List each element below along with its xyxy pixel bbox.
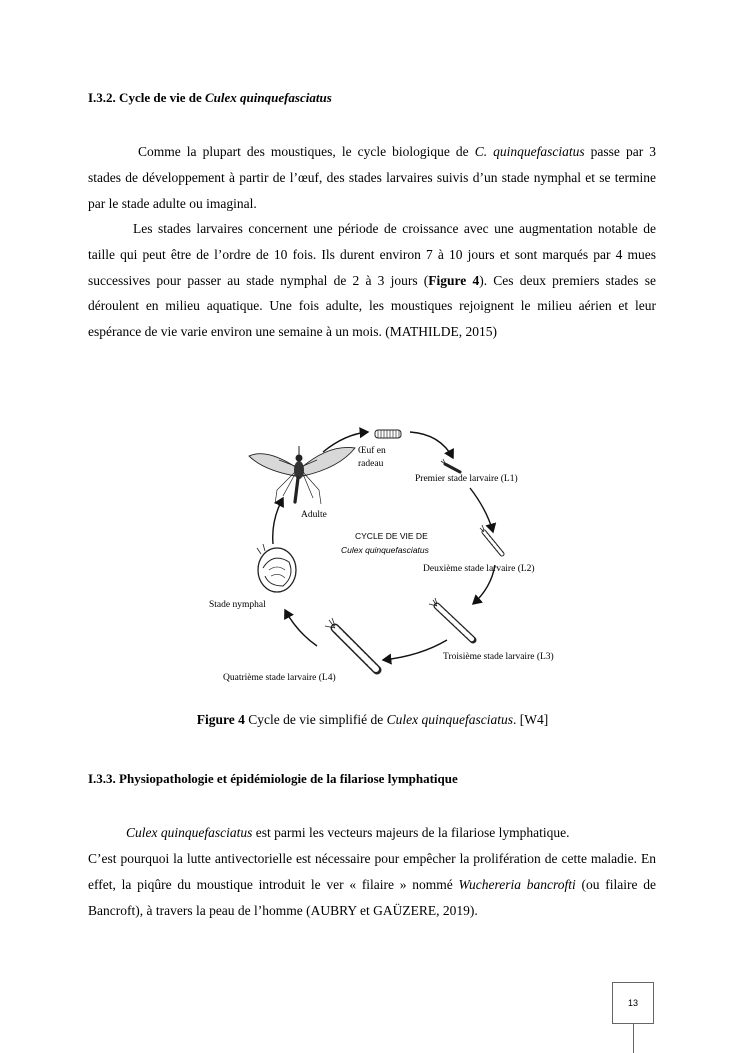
paragraph-larval-stages: Les stades larvaires concernent une période de croissance avec une augmentation notable de taille qui peut être de l’ordre de 10 fois. Ils durent environ 7 à 10 jours et sont marqués par 4 mues successives pour passer au stade nymphal de 2 à 3 jours (Figure 4). Ces deux premiers stades se déroulent en milieu aquatique. Une fois adulte, les moustiques rejoignent le milieu aérien et leur espérance de vie varie environ une semaine à un mois. (MATHILDE, 2015) — [88, 221, 656, 340]
arrow-l3-to-l4 — [383, 640, 447, 660]
arrow-l4-to-nymph — [285, 610, 317, 646]
figure-caption: Figure 4 Cycle de vie simplifié de Culex quinquefasciatus. [W4] — [196, 712, 549, 727]
egg-raft-illustration — [375, 430, 401, 438]
center-title-line1: CYCLE DE VIE DE — [355, 531, 428, 541]
label-l1: Premier stade larvaire (L1) — [415, 474, 518, 484]
label-nymph: Stade nymphal — [209, 600, 266, 610]
section-heading-life-cycle: I.3.2. Cycle de vie de Culex quinquefasciatus — [88, 90, 332, 105]
adult-mosquito-illustration — [249, 446, 355, 504]
larva-l2-illustration — [480, 525, 502, 554]
section-heading-pathophysiology: I.3.3. Physiopathologie et épidémiologie de la filariose lymphatique — [88, 771, 458, 786]
arrow-nymph-to-adult — [273, 498, 283, 544]
center-title-species: Culex quinquefasciatus — [341, 545, 429, 555]
paragraph-filaria: C’est pourquoi la lutte antivectorielle est nécessaire pour empêcher la prolifération de cette maladie. En effet, la piqûre du moustique introduit le ver « filaire » nommé Wuchereria bancrofti (ou filaire de Bancroft), à travers la peau de l’homme (AUBRY et GAÜZERE, 2019). — [88, 851, 656, 918]
page-number: 13 — [612, 982, 654, 1024]
pupa-illustration — [257, 544, 296, 592]
label-l2: Deuxième stade larvaire (L2) — [423, 564, 535, 574]
label-adult: Adulte — [301, 510, 327, 520]
arrow-egg-to-l1 — [410, 432, 453, 458]
label-egg-line2: radeau — [358, 459, 384, 469]
page-number-line — [633, 1024, 634, 1053]
label-l4: Quatrième stade larvaire (L4) — [223, 673, 336, 683]
larva-l1-illustration — [441, 459, 460, 472]
larva-l4-illustration — [325, 618, 377, 670]
larva-l3-illustration — [429, 598, 473, 640]
life-cycle-figure — [205, 420, 585, 690]
arrow-l1-to-l2 — [470, 488, 493, 532]
paragraph-life-cycle-intro: Comme la plupart des moustiques, le cycle biologique de C. quinquefasciatus passe par 3 stades de développement à partir de l’œuf, des stades larvaires suivis d’un stade nymphal et se termine par le stade adulte ou imaginal. — [88, 144, 657, 211]
label-l3: Troisième stade larvaire (L3) — [443, 652, 554, 662]
paragraph-vector: Culex quinquefasciatus est parmi les vecteurs majeurs de la filariose lymphatique. — [126, 825, 570, 840]
label-egg-line1: Œuf en — [358, 446, 386, 456]
